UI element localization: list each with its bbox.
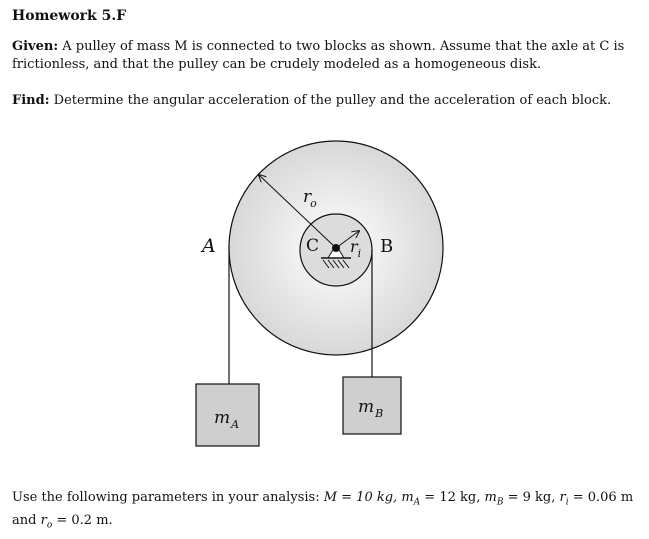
param-mB: $m_B = 9$ kg, (484, 490, 556, 508)
given-text: A pulley of mass M is connected to two blocks as shown. Assume that the axle at C is frictionless, and that the pulley can be crudely modeled as a homogeneous disk. (12, 39, 625, 72)
find-label: Find: (12, 93, 50, 108)
param-M: M = 10 kg, (323, 490, 398, 505)
find-text: Determine the angular acceleration of the pulley and the acceleration of each block. (53, 93, 612, 108)
axle-label: C (306, 236, 320, 256)
given-label: Given: (12, 39, 59, 54)
params-intro: Use the following parameters in your analysis: (12, 490, 320, 505)
parameters-paragraph (12, 489, 638, 534)
rope-b-label: B (380, 236, 394, 257)
block-a-label: $m_A$ (214, 408, 240, 431)
param-ro: $r_o = 0.2$ m. (40, 512, 113, 531)
block-b-label: $m_B$ (358, 397, 384, 420)
param-ri: $r_i = 0.06$ m (559, 490, 634, 508)
page-title: Homework 5.F (12, 8, 127, 24)
rope-a-label: A (202, 235, 216, 257)
inner-radius-label: $r_i$ (350, 237, 362, 260)
param-mA: $m_A = 12$ kg, (401, 490, 481, 508)
outer-radius-label: ro (303, 187, 317, 210)
params-and: and (12, 512, 37, 528)
axle-pin (332, 244, 340, 252)
